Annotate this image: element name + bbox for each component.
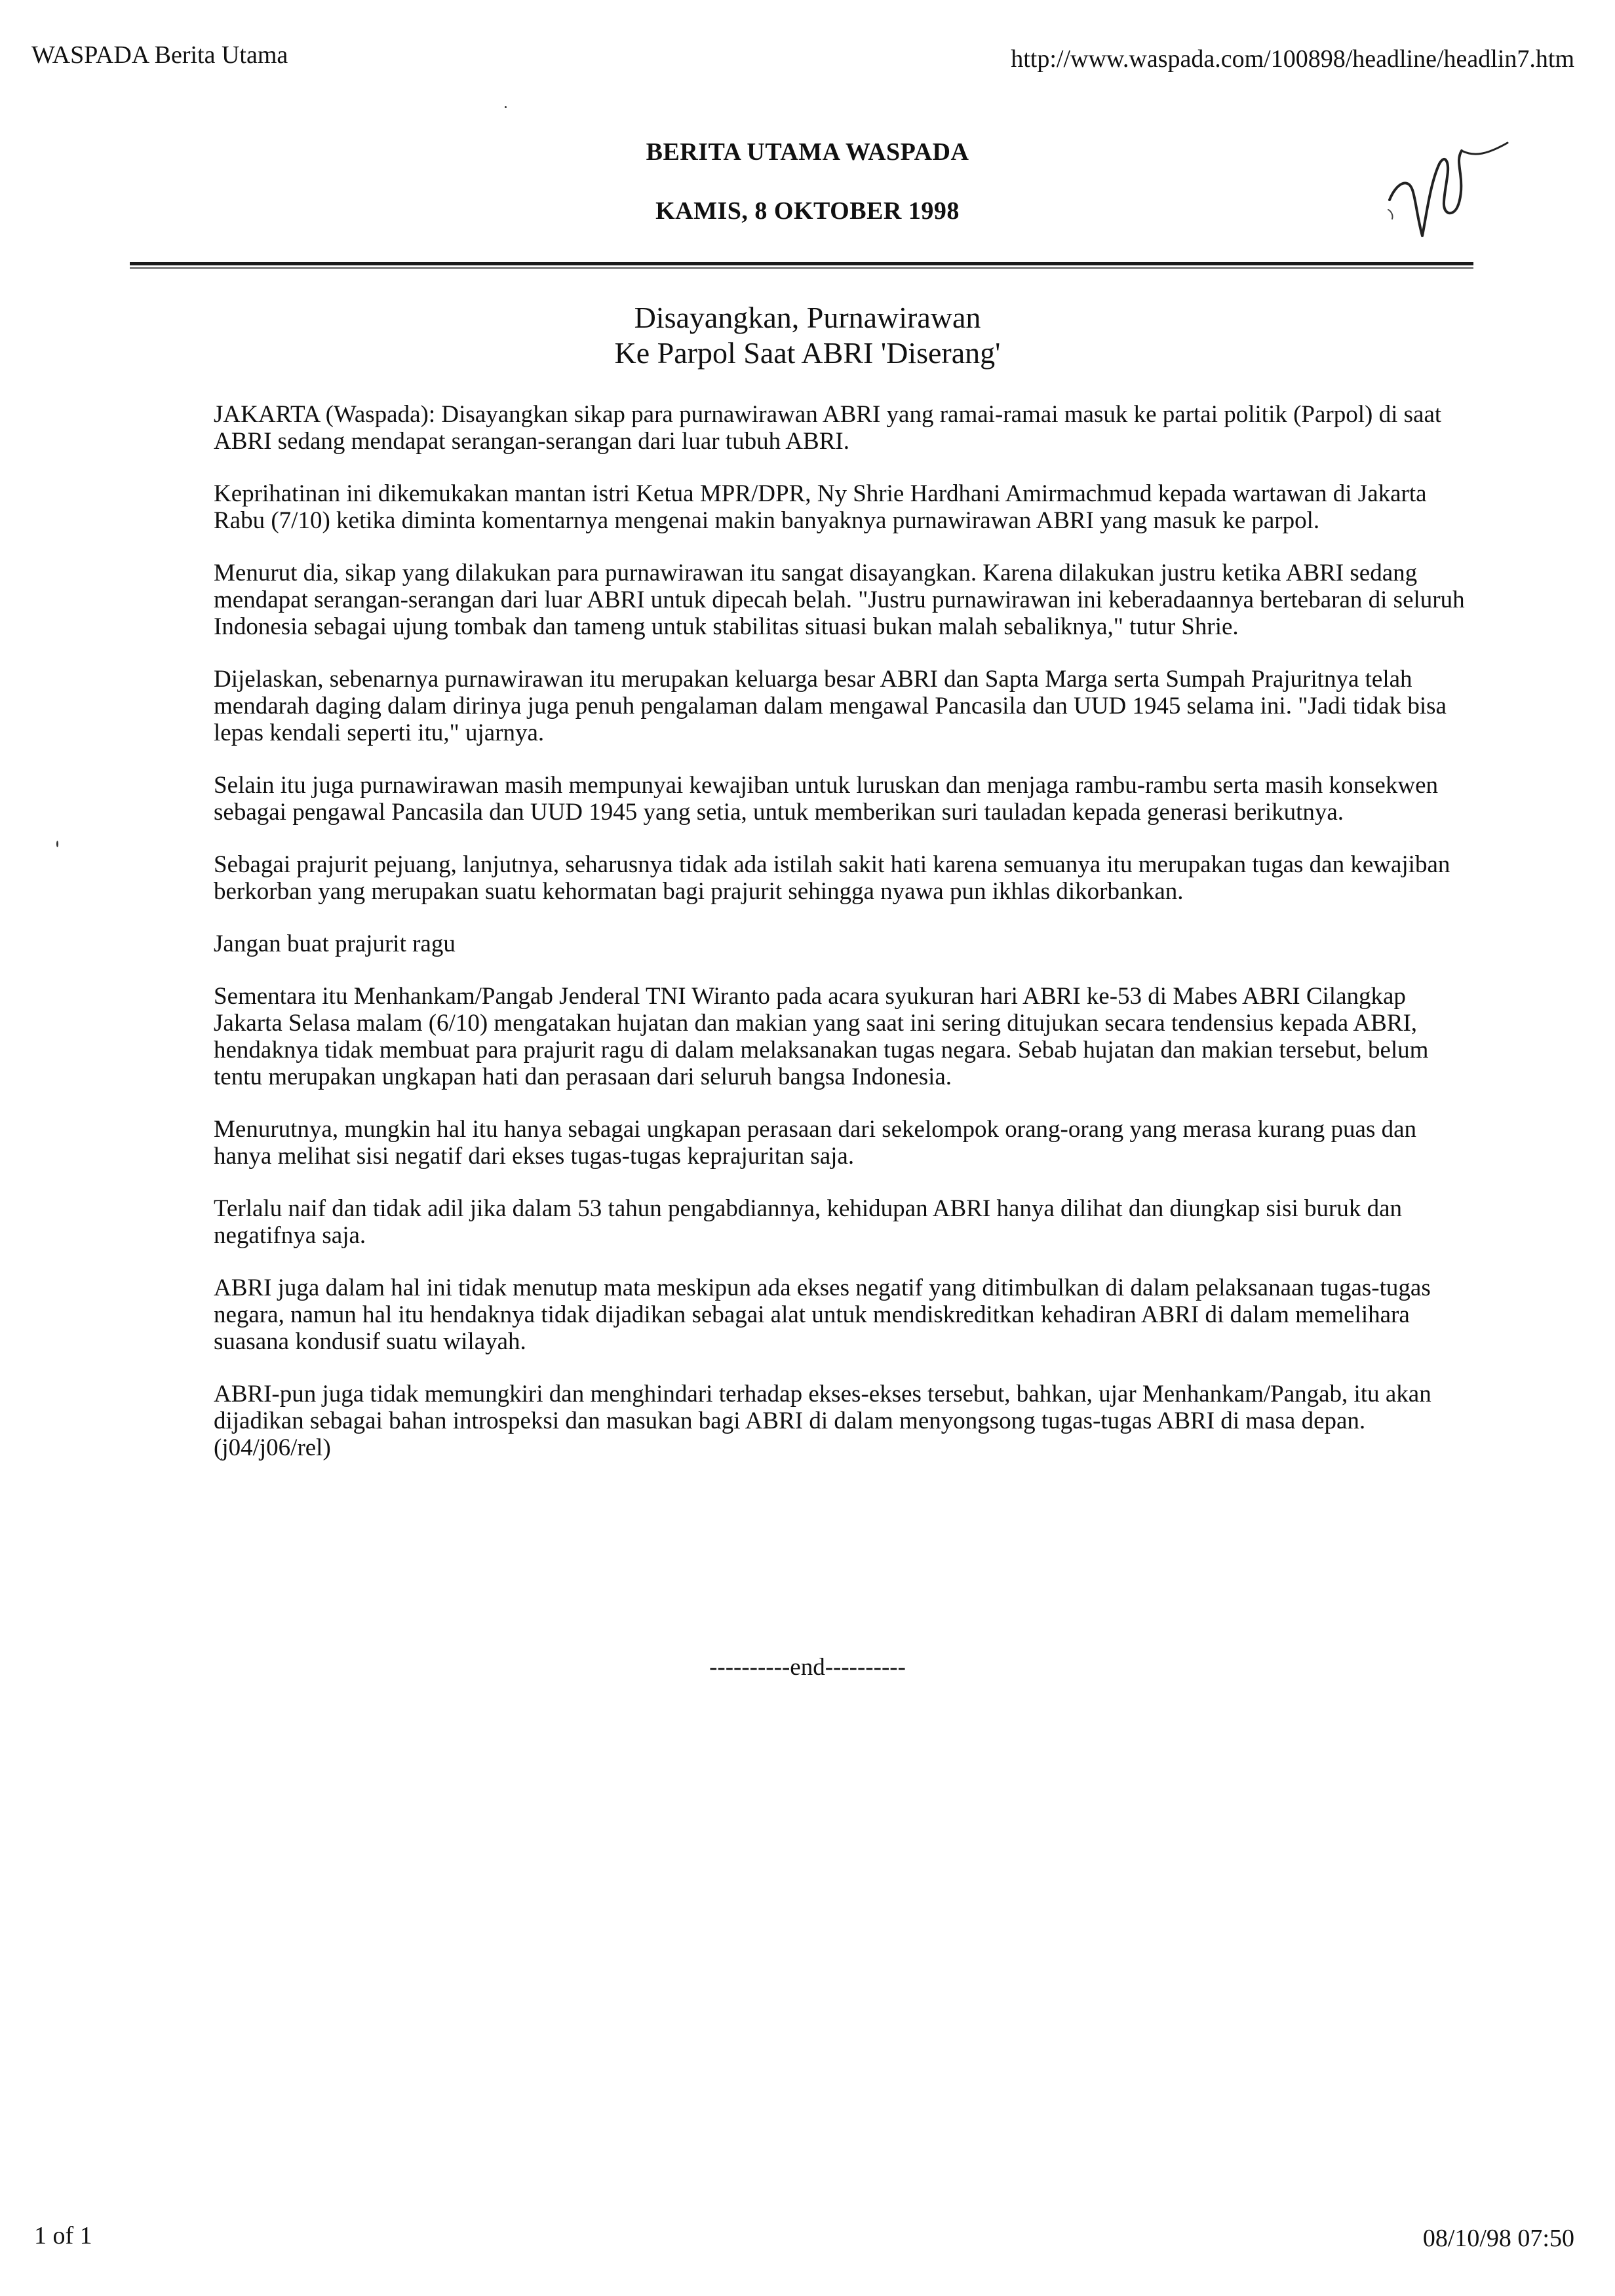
paragraph: JAKARTA (Waspada): Disayangkan sikap para purnawirawan ABRI yang ramai-ramai masuk ke partai politik (Parpol) di saat ABRI sedang mendapat serangan-serangan dari luar tubuh ABRI.	[214, 401, 1442, 455]
paragraph: ABRI-pun juga tidak memungkiri dan menghindari terhadap ekses-ekses tersebut, bahkan, ujar Menhankam/Pangab, itu akan dijadikan sebagai bahan introspeksi dan masukan bagi ABRI di dalam menyongsong tugas-tugas ABRI di masa depan.(j04/j06/rel)	[214, 1381, 1431, 1461]
paragraph: Terlalu naif dan tidak adil jika dalam 53 tahun pengabdiannya, kehidupan ABRI hanya dilihat dan diungkap sisi buruk dan negatifnya saja.	[214, 1195, 1403, 1249]
header-url: http://www.waspada.com/100898/headline/headlin7.htm	[1011, 45, 1574, 73]
article-body	[214, 401, 1479, 1487]
paragraph: Sebagai prajurit pejuang, lanjutnya, seharusnya tidak ada istilah sakit hati karena semuanya itu merupakan tugas dan kewajiban berkorban yang merupakan suatu kehormatan bagi prajurit sehingga nyawa pun ikhlas dikorbankan.	[214, 851, 1450, 905]
scan-speck	[56, 841, 58, 847]
masthead	[0, 138, 1615, 225]
paragraph: ABRI juga dalam hal ini tidak menutup mata meskipun ada ekses negatif yang ditimbulkan di dalam pelaksanaan tugas-tugas negara, namun hal itu hendaknya tidak dijadikan sebagai alat untuk mendiskreditkan kehadiran ABRI di dalam memelihara suasana kondusif suatu wilayah.	[214, 1274, 1431, 1355]
paragraph: Selain itu juga purnawirawan masih mempunyai kewajiban untuk luruskan dan menjaga rambu-rambu serta masih konsekwen sebagai pengawal Pancasila dan UUD 1945 yang setia, untuk memberikan suri tauladan kepada generasi berikutnya.	[214, 772, 1438, 826]
subheading: Jangan buat prajurit ragu	[214, 930, 456, 957]
paragraph: Menurutnya, mungkin hal itu hanya sebagai ungkapan perasaan dari sekelompok orang-orang yang merasa kurang puas dan hanya melihat sisi negatif dari ekses tugas-tugas keprajuritan saja.	[214, 1116, 1417, 1170]
footer-page-count: 1 of 1	[34, 2222, 92, 2249]
paragraph: Dijelaskan, sebenarnya purnawirawan itu merupakan keluarga besar ABRI dan Sapta Marga serta Sumpah Prajuritnya telah mendarah daging dalam dirinya juga penuh pengalaman dalam mengawal Pancasila dan UUD 1945 selama ini. "Jadi tidak bisa lepas kendali seperti itu," ujarnya.	[214, 666, 1447, 746]
masthead-section: BERITA UTAMA WASPADA	[646, 138, 969, 166]
paragraph: Keprihatinan ini dikemukakan mantan istri Ketua MPR/DPR, Ny Shrie Hardhani Amirmachmud kepada wartawan di Jakarta Rabu (7/10) ketika diminta komentarnya mengenai makin banyaknya purnawirawan ABRI yang masuk ke parpol.	[214, 480, 1427, 534]
footer-timestamp: 08/10/98 07:50	[1422, 2225, 1574, 2252]
header-divider	[130, 262, 1473, 270]
end-marker: ----------end----------	[709, 1654, 906, 1681]
paragraph: Sementara itu Menhankam/Pangab Jenderal TNI Wiranto pada acara syukuran hari ABRI ke-53 di Mabes ABRI Cilangkap Jakarta Selasa malam (6/10) mengatakan hujatan dan makian yang saat ini sering ditujukan secara tendensius kepada ABRI, hendaknya tidak membuat para prajurit ragu di dalam melaksanakan tugas negara. Sebab hujatan dan makian tersebut, belum tentu merupakan ungkapan hati dan perasaan dari seluruh bangsa Indonesia.	[214, 983, 1429, 1090]
headline-line-1: Disayangkan, Purnawirawan	[634, 301, 981, 334]
masthead-date: KAMIS, 8 OKTOBER 1998	[655, 197, 960, 225]
scan-speck	[505, 106, 507, 108]
headline-line-2: Ke Parpol Saat ABRI 'Diserang'	[614, 336, 1001, 370]
handwritten-signature	[1376, 138, 1521, 242]
article-headline	[0, 300, 1615, 371]
header-site-title: WASPADA Berita Utama	[31, 41, 288, 69]
paragraph: Menurut dia, sikap yang dilakukan para purnawirawan itu sangat disayangkan. Karena dilakukan justru ketika ABRI sedang mendapat serangan-serangan dari luar ABRI untuk dipecah belah. "Justru purnawirawan ini keberadaannya bertebaran di seluruh Indonesia sebagai ujung tombak dan tameng untuk stabilitas situasi bukan malah sebaliknya," tutur Shrie.	[214, 560, 1465, 640]
